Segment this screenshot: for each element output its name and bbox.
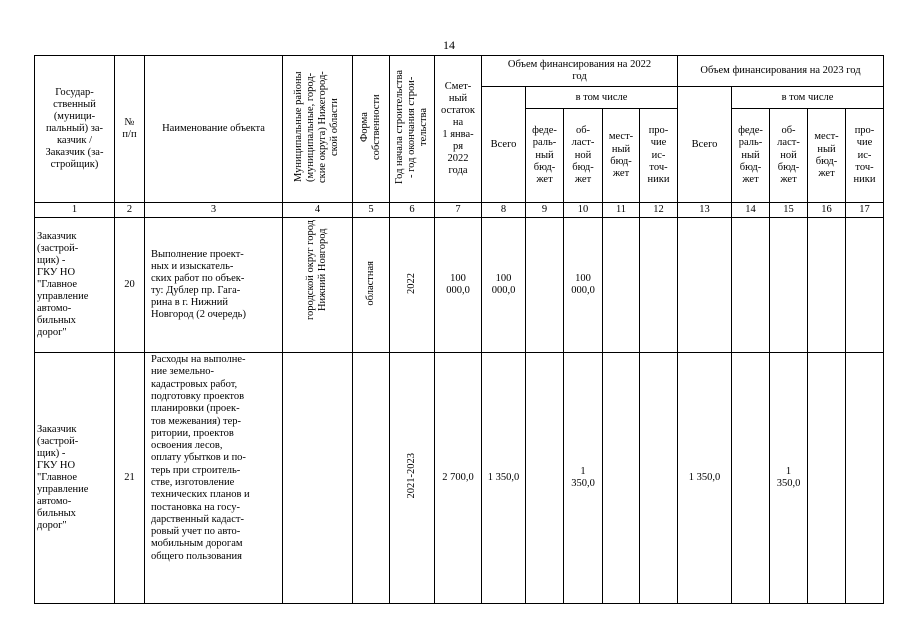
column-number: 2 (115, 203, 145, 218)
header-fin-2022: Объем финансирования на 2022 год (482, 56, 678, 87)
table-row (35, 353, 884, 604)
header-including-2023: в том числе (732, 87, 884, 109)
cell-local-2023 (808, 353, 846, 604)
column-number: 13 (678, 203, 732, 218)
cell-ownership: областная (353, 218, 390, 353)
cell-estimate-balance: 100 000,0 (435, 218, 482, 353)
column-number: 4 (283, 203, 353, 218)
cell-estimate-balance: 2 700,0 (435, 353, 482, 604)
header-number: № п/п (115, 56, 145, 203)
header-years: Год начала строительства - год окончания строи- тельства (390, 56, 435, 203)
cell-total-2023 (678, 218, 732, 353)
header-local-2022: мест- ный бюд- жет (603, 109, 640, 203)
cell-total-2023: 1 350,0 (678, 353, 732, 604)
column-number: 6 (390, 203, 435, 218)
financing-table (34, 55, 884, 604)
header-local-2023: мест- ный бюд- жет (808, 109, 846, 203)
cell-other-2023 (846, 353, 884, 604)
column-number: 1 (35, 203, 115, 218)
column-number: 8 (482, 203, 526, 218)
column-number: 9 (526, 203, 564, 218)
cell-local-2022 (603, 353, 640, 604)
column-number: 17 (846, 203, 884, 218)
cell-total-2022: 1 350,0 (482, 353, 526, 604)
header-federal-2023: феде- раль- ный бюд- жет (732, 109, 770, 203)
column-number: 5 (353, 203, 390, 218)
table-row (35, 218, 884, 353)
column-number: 3 (145, 203, 283, 218)
column-number: 14 (732, 203, 770, 218)
page-number: 14 (443, 38, 455, 52)
column-number: 10 (564, 203, 603, 218)
cell-object-name: Расходы на выполне- ние земельно- кадастровых работ, подготовку проектов планировки (проек- тов межевания) тер- ритории, проектов освоения лесов, оплату убытков и по- терь при строитель- стве, изготовление технических планов и постановка на госу- дарственный кадаст- ровый учет по авто- мобильным дорогам общего пользования (145, 353, 283, 604)
cell-regional-2022: 100 000,0 (564, 218, 603, 353)
cell-other-2022 (640, 353, 678, 604)
column-number-row (35, 203, 884, 218)
column-number: 12 (640, 203, 678, 218)
header-other-2023: про- чие ис- точ- ники (846, 109, 884, 203)
header-total-2023: Всего (678, 87, 732, 203)
cell-regional-2023 (770, 218, 808, 353)
cell-local-2023 (808, 218, 846, 353)
cell-other-2023 (846, 218, 884, 353)
header-total-2022: Всего (482, 87, 526, 203)
cell-other-2022 (640, 218, 678, 353)
column-number: 7 (435, 203, 482, 218)
header-ownership: Форма собственности (353, 56, 390, 203)
cell-municipality (283, 353, 353, 604)
cell-number: 21 (115, 353, 145, 604)
header-estimate-balance: Смет- ный остаток на 1 янва- ря 2022 года (435, 56, 482, 203)
cell-object-name: Выполнение проект- ных и изыскатель- ских работ по объек- ту: Дублер пр. Гага- рина в г. Нижний Новгород (2 очередь) (145, 218, 283, 353)
cell-years: 2022 (390, 218, 435, 353)
cell-federal-2023 (732, 218, 770, 353)
header-customer: Государ- ственный (муници- пальный) за- казчик / Заказчик (за- стройщик) (35, 56, 115, 203)
header-municipality: Муниципальные районы (муниципальные, город- ские округа) Нижегород- ской области (283, 56, 353, 203)
cell-municipality: городской округ город Нижний Новгород (283, 218, 353, 353)
cell-federal-2022 (526, 218, 564, 353)
cell-customer: Заказчик (застрой- щик) - ГКУ НО "Главное управление автомо- бильных дорог" (35, 353, 115, 604)
cell-federal-2022 (526, 353, 564, 604)
cell-regional-2022: 1 350,0 (564, 353, 603, 604)
cell-number: 20 (115, 218, 145, 353)
cell-total-2022: 100 000,0 (482, 218, 526, 353)
cell-ownership (353, 353, 390, 604)
header-federal-2022: феде- раль- ный бюд- жет (526, 109, 564, 203)
cell-years: 2021-2023 (390, 353, 435, 604)
column-number: 16 (808, 203, 846, 218)
header-object-name: Наименование объекта (145, 56, 283, 203)
cell-customer: Заказчик (застрой- щик) - ГКУ НО "Главное управление автомо- бильных дорог" (35, 218, 115, 353)
header-including-2022: в том числе (526, 87, 678, 109)
header-regional-2022: об- ласт- ной бюд- жет (564, 109, 603, 203)
header-row (35, 56, 884, 87)
header-fin-2023: Объем финансирования на 2023 год (678, 56, 884, 87)
header-other-2022: про- чие ис- точ- ники (640, 109, 678, 203)
cell-federal-2023 (732, 353, 770, 604)
cell-local-2022 (603, 218, 640, 353)
cell-regional-2023: 1 350,0 (770, 353, 808, 604)
header-regional-2023: об- ласт- ной бюд- жет (770, 109, 808, 203)
column-number: 15 (770, 203, 808, 218)
column-number: 11 (603, 203, 640, 218)
